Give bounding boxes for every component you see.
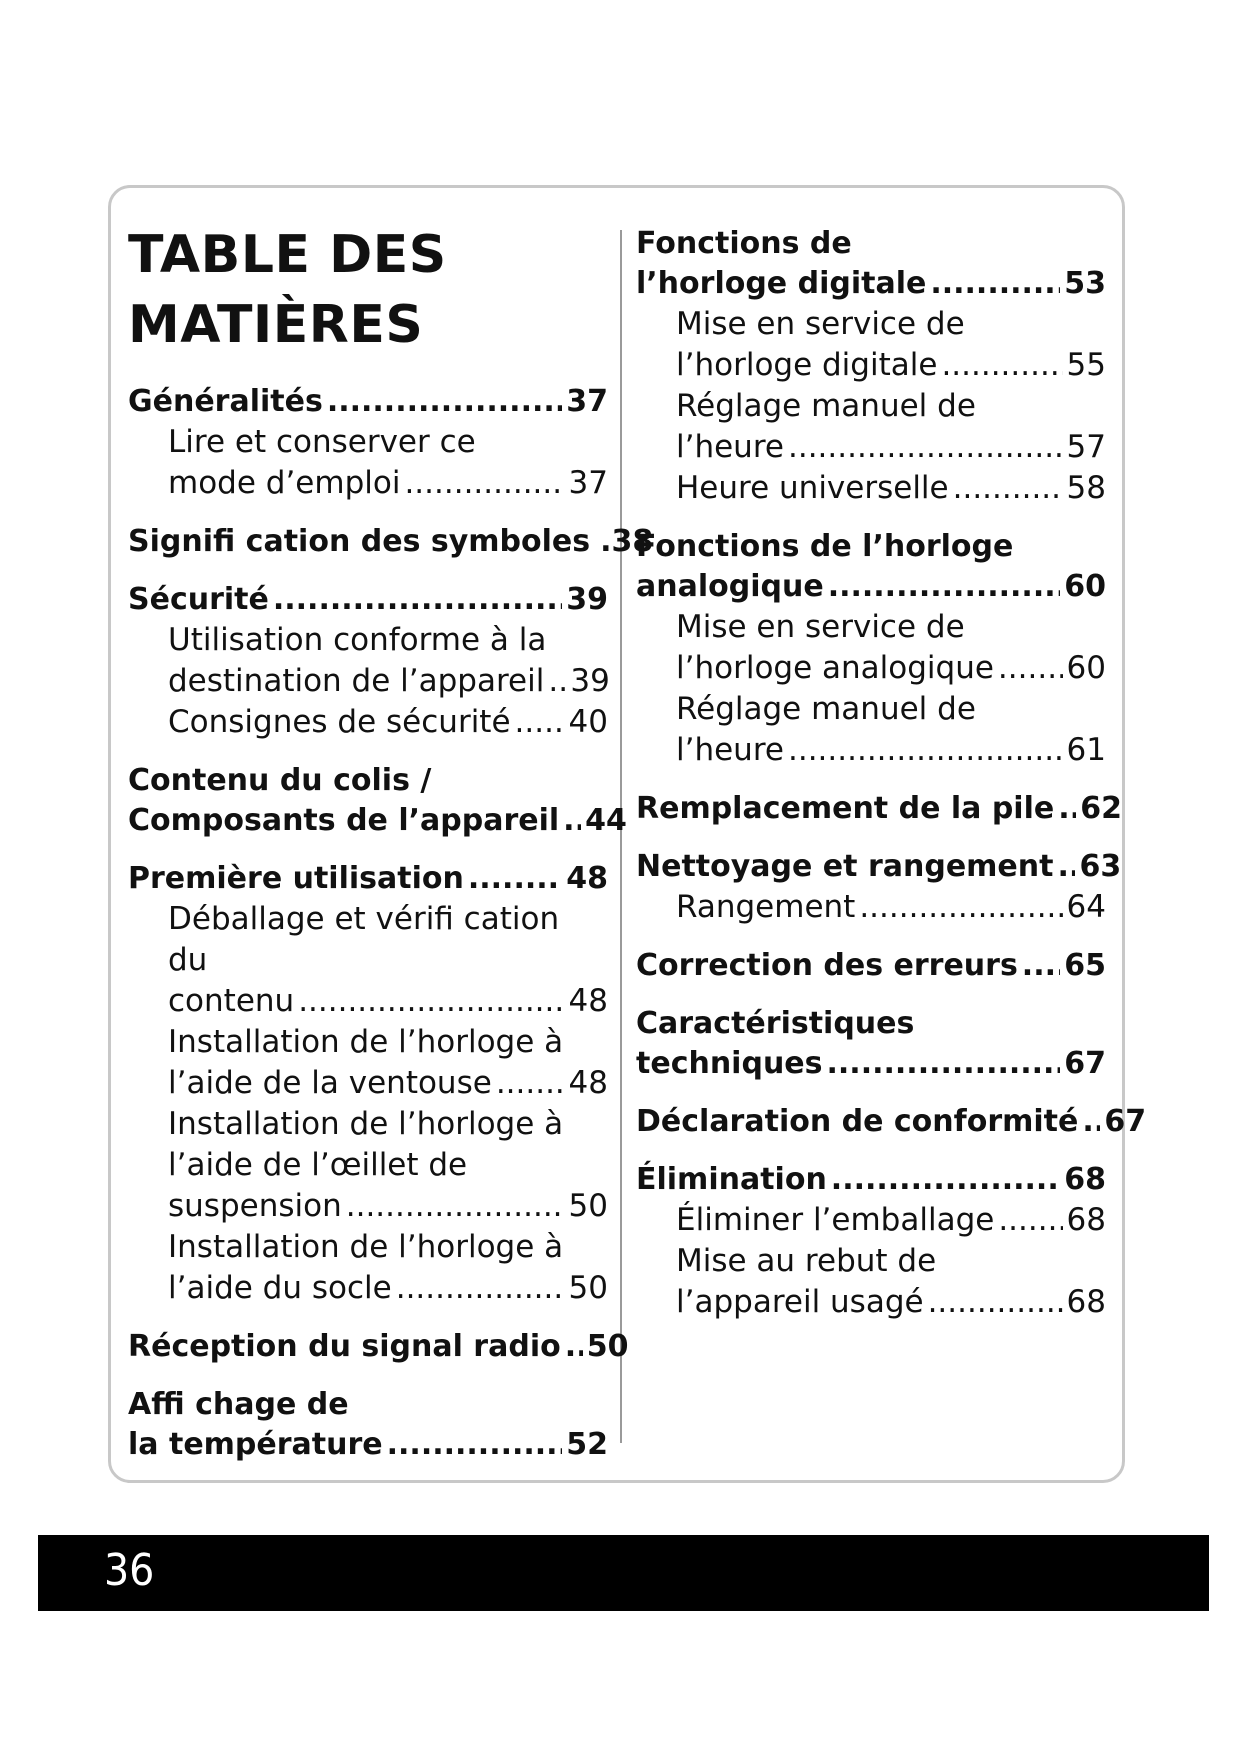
toc-entry-symboles[interactable]: Signifi cation des symboles .38	[128, 524, 654, 559]
toc-entry-reception[interactable]: Réception du signal radio ..... 50	[128, 1327, 608, 1367]
toc-entry-socle[interactable]: Installation de l’horloge à l’aide du socle ..... 50	[128, 1227, 608, 1309]
toc-entry-emballage[interactable]: Éliminer l’emballage ..... 68	[636, 1200, 1106, 1241]
toc-entry-utilisation[interactable]: Utilisation conforme à la destination de l’appareil ..... 39	[128, 620, 608, 702]
toc-entry-pile[interactable]: Remplacement de la pile ..... 62	[636, 789, 1106, 829]
toc-entry-correction[interactable]: Correction des erreurs ..... 65	[636, 946, 1106, 986]
page-number: 36	[104, 1545, 155, 1596]
toc-right-column	[636, 224, 1147, 1323]
toc-entry-affichage[interactable]: Affi chage de la température ..... 52	[128, 1385, 608, 1465]
toc-entry-lire[interactable]: Lire et conserver ce mode d’emploi ..... 37	[128, 422, 608, 504]
footer-bar	[38, 1535, 1209, 1611]
toc-entry-securite[interactable]: Sécurité ..... 39	[128, 580, 608, 620]
toc-entry-elimination[interactable]: Élimination ..... 68	[636, 1160, 1106, 1200]
toc-entry-deballage[interactable]: Déballage et vérifi cation du contenu ..... 48	[128, 899, 608, 1022]
toc-entry-reglage-analogique[interactable]: Réglage manuel de l’heure ..... 61	[636, 689, 1106, 771]
toc-entry-digitale[interactable]: Fonctions de l’horloge digitale ..... 53	[636, 224, 1106, 304]
toc-entry-contenu[interactable]: Contenu du colis / Composants de l’appareil ..... 44	[128, 761, 608, 841]
toc-entry-consignes[interactable]: Consignes de sécurité ..... 40	[128, 702, 608, 743]
toc-entry-rangement[interactable]: Rangement ..... 64	[636, 887, 1106, 928]
toc-entry-mise-analogique[interactable]: Mise en service de l’horloge analogique ..... 60	[636, 607, 1106, 689]
toc-entry-ventouse[interactable]: Installation de l’horloge à l’aide de la ventouse ..... 48	[128, 1022, 608, 1104]
toc-entry-reglage-digitale[interactable]: Réglage manuel de l’heure ..... 57	[636, 386, 1106, 468]
toc-left-column	[128, 220, 654, 1465]
toc-entry-analogique[interactable]: Fonctions de l’horloge analogique ..... 60	[636, 527, 1106, 607]
toc-entry-oeillet[interactable]: Installation de l’horloge à l’aide de l’œillet de suspension ..... 50	[128, 1104, 608, 1227]
toc-entry-universelle[interactable]: Heure universelle ..... 58	[636, 468, 1106, 509]
toc-entry-caracteristiques[interactable]: Caractéristiques techniques ..... 67	[636, 1004, 1106, 1084]
toc-entry-declaration[interactable]: Déclaration de conformité ..... 67	[636, 1102, 1106, 1142]
toc-entry-rebut[interactable]: Mise au rebut de l’appareil usagé ..... 68	[636, 1241, 1106, 1323]
toc-entry-generalites[interactable]: Généralités ..... 37	[128, 382, 608, 422]
page-title: TABLE DES MATIÈRES	[128, 225, 447, 355]
toc-entry-nettoyage[interactable]: Nettoyage et rangement ..... 63	[636, 847, 1106, 887]
toc-entry-premiere[interactable]: Première utilisation ..... 48	[128, 859, 608, 899]
toc-entry-mise-digitale[interactable]: Mise en service de l’horloge digitale ..... 55	[636, 304, 1106, 386]
